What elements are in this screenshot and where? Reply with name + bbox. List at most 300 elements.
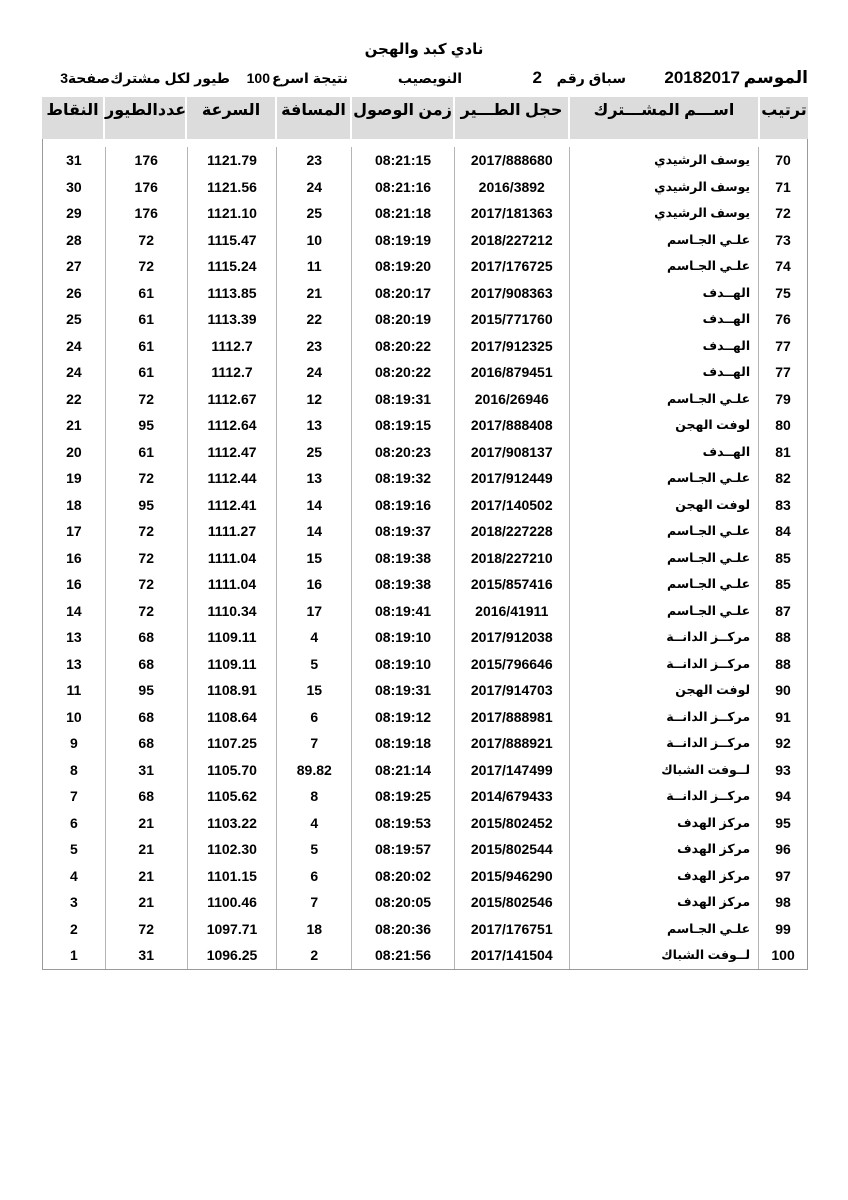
bird-count-cell: 21 <box>106 836 188 863</box>
table-row <box>43 386 807 413</box>
rank-cell: 77 <box>775 337 791 354</box>
table-row <box>43 704 807 731</box>
speed-cell: 1121.56 <box>188 174 278 201</box>
ring-cell: 2018/227210 <box>455 545 570 572</box>
speed-cell: 1112.67 <box>188 386 278 413</box>
col-bird-count: عددالطيور <box>105 97 187 139</box>
points-cell: 29 <box>43 200 106 227</box>
points-cell: 7 <box>43 783 106 810</box>
arrival-time-cell: 08:19:10 <box>352 624 455 651</box>
points-cell: 2 <box>43 916 106 943</box>
arrival-time-cell: 08:19:10 <box>352 651 455 678</box>
member-name-cell: مركــز الدانــة <box>570 651 760 678</box>
member-name-cell: يوسف الرشيدي <box>570 174 760 201</box>
table-row <box>43 280 807 307</box>
speed-cell: 1113.39 <box>188 306 278 333</box>
member-name-cell: مركز الهدف <box>570 863 760 890</box>
arrival-time-cell: 08:19:31 <box>352 386 455 413</box>
bird-count-cell: 72 <box>106 253 188 280</box>
arrival-time-cell: 08:20:36 <box>352 916 455 943</box>
ring-cell: 2015/771760 <box>455 306 570 333</box>
season-value: 20182017 <box>664 68 740 87</box>
ring-cell: 2015/802544 <box>455 836 570 863</box>
bird-count-cell: 72 <box>106 518 188 545</box>
rank-cell: 83 <box>775 496 791 513</box>
points-cell: 27 <box>43 253 106 280</box>
member-name-cell: الهــدف <box>570 439 760 466</box>
distance-cell: 25 <box>277 439 352 466</box>
distance-cell: 24 <box>277 174 352 201</box>
speed-cell: 1112.41 <box>188 492 278 519</box>
result-label: نتيجة اسرع <box>272 70 348 86</box>
member-name-cell: علـي الجـاسم <box>570 598 760 625</box>
bird-count-cell: 72 <box>106 386 188 413</box>
member-name-cell: مركز الهدف <box>570 810 760 837</box>
points-cell: 8 <box>43 757 106 784</box>
speed-cell: 1101.15 <box>188 863 278 890</box>
ring-cell: 2017/912038 <box>455 624 570 651</box>
speed-cell: 1110.34 <box>188 598 278 625</box>
member-name-cell: الهــدف <box>570 333 760 360</box>
bird-count-cell: 21 <box>106 889 188 916</box>
arrival-time-cell: 08:20:02 <box>352 863 455 890</box>
bird-count-cell: 95 <box>106 677 188 704</box>
ring-cell: 2017/140502 <box>455 492 570 519</box>
bird-count-cell: 176 <box>106 147 188 174</box>
speed-cell: 1102.30 <box>188 836 278 863</box>
page-number: 3 <box>60 70 68 86</box>
speed-cell: 1121.10 <box>188 200 278 227</box>
member-name-cell: لوفت الهجن <box>570 677 760 704</box>
arrival-time-cell: 08:21:15 <box>352 147 455 174</box>
rank-cell: 88 <box>775 655 791 672</box>
speed-cell: 1111.04 <box>188 571 278 598</box>
speed-cell: 1096.25 <box>188 942 278 969</box>
ring-cell: 2016/41911 <box>455 598 570 625</box>
points-cell: 24 <box>43 359 106 386</box>
table-row <box>43 810 807 837</box>
member-name-cell: علـي الجـاسم <box>570 386 760 413</box>
points-cell: 16 <box>43 545 106 572</box>
member-name-cell: الهــدف <box>570 306 760 333</box>
rank-cell: 75 <box>775 284 791 301</box>
table-header <box>42 97 808 139</box>
race-label: سباق رقم <box>556 70 626 86</box>
points-cell: 4 <box>43 863 106 890</box>
points-cell: 24 <box>43 333 106 360</box>
speed-cell: 1105.70 <box>188 757 278 784</box>
season-label: الموسم <box>743 68 808 87</box>
table-row <box>43 730 807 757</box>
distance-cell: 10 <box>277 227 352 254</box>
member-name-cell: علـي الجـاسم <box>570 253 760 280</box>
points-cell: 16 <box>43 571 106 598</box>
bird-count-cell: 72 <box>106 545 188 572</box>
ring-cell: 2015/802546 <box>455 889 570 916</box>
col-rank: ترتيب <box>760 97 808 139</box>
speed-cell: 1111.27 <box>188 518 278 545</box>
distance-cell: 89.82 <box>277 757 352 784</box>
speed-cell: 1103.22 <box>188 810 278 837</box>
table-row <box>43 333 807 360</box>
distance-cell: 21 <box>277 280 352 307</box>
ring-cell: 2018/227212 <box>455 227 570 254</box>
arrival-time-cell: 08:21:56 <box>352 942 455 969</box>
rank-cell: 72 <box>775 205 791 221</box>
ring-cell: 2015/857416 <box>455 571 570 598</box>
ring-cell: 2017/908363 <box>455 280 570 307</box>
table-row <box>43 571 807 598</box>
table-row <box>43 863 807 890</box>
arrival-time-cell: 08:19:15 <box>352 412 455 439</box>
member-name-cell: يوسف الرشيدي <box>570 200 760 227</box>
points-cell: 10 <box>43 704 106 731</box>
bird-count-cell: 72 <box>106 598 188 625</box>
distance-cell: 7 <box>277 730 352 757</box>
ring-cell: 2015/946290 <box>455 863 570 890</box>
arrival-time-cell: 08:19:31 <box>352 677 455 704</box>
distance-cell: 15 <box>277 545 352 572</box>
bird-count-cell: 68 <box>106 730 188 757</box>
distance-cell: 6 <box>277 863 352 890</box>
table-row <box>43 227 807 254</box>
distance-cell: 11 <box>277 253 352 280</box>
speed-cell: 1108.91 <box>188 677 278 704</box>
points-cell: 13 <box>43 651 106 678</box>
arrival-time-cell: 08:19:37 <box>352 518 455 545</box>
race-name: النويصيب <box>397 70 462 86</box>
ring-cell: 2016/26946 <box>455 386 570 413</box>
ring-cell: 2017/912449 <box>455 465 570 492</box>
arrival-time-cell: 08:19:53 <box>352 810 455 837</box>
per-member-label: طيور لكل مشترك <box>110 70 230 86</box>
member-name-cell: لــوفت الشباك <box>570 757 760 784</box>
points-cell: 9 <box>43 730 106 757</box>
points-cell: 6 <box>43 810 106 837</box>
table-row <box>43 757 807 784</box>
bird-count-cell: 72 <box>106 227 188 254</box>
speed-cell: 1107.25 <box>188 730 278 757</box>
distance-cell: 12 <box>277 386 352 413</box>
arrival-time-cell: 08:19:20 <box>352 253 455 280</box>
ring-cell: 2017/141504 <box>455 942 570 969</box>
arrival-time-cell: 08:19:57 <box>352 836 455 863</box>
bird-count-cell: 61 <box>106 280 188 307</box>
table-row <box>43 889 807 916</box>
speed-cell: 1100.46 <box>188 889 278 916</box>
arrival-time-cell: 08:19:41 <box>352 598 455 625</box>
rank-cell: 87 <box>775 602 791 619</box>
rank-cell: 77 <box>775 364 791 380</box>
points-cell: 31 <box>43 147 106 174</box>
member-name-cell: مركــز الدانــة <box>570 624 760 651</box>
member-name-cell: مركــز الدانــة <box>570 730 760 757</box>
distance-cell: 4 <box>277 810 352 837</box>
table-row <box>43 147 807 174</box>
table-row <box>43 359 807 386</box>
arrival-time-cell: 08:19:38 <box>352 571 455 598</box>
rank-cell: 81 <box>775 443 791 460</box>
table-row <box>43 439 807 466</box>
arrival-time-cell: 08:19:18 <box>352 730 455 757</box>
speed-cell: 1105.62 <box>188 783 278 810</box>
ring-cell: 2017/176751 <box>455 916 570 943</box>
arrival-time-cell: 08:20:22 <box>352 333 455 360</box>
bird-count-cell: 95 <box>106 492 188 519</box>
distance-cell: 15 <box>277 677 352 704</box>
speed-cell: 1112.44 <box>188 465 278 492</box>
ring-cell: 2017/147499 <box>455 757 570 784</box>
col-member-name: اســـم المشـــترك <box>570 97 760 139</box>
points-cell: 30 <box>43 174 106 201</box>
distance-cell: 18 <box>277 916 352 943</box>
col-ring: حجل الطـــير <box>455 97 570 139</box>
rank-cell: 92 <box>775 735 791 751</box>
points-cell: 13 <box>43 624 106 651</box>
speed-cell: 1112.7 <box>188 333 278 360</box>
bird-count-cell: 31 <box>106 942 188 969</box>
ring-cell: 2017/908137 <box>455 439 570 466</box>
table-row <box>43 200 807 227</box>
rank-cell: 91 <box>775 708 791 725</box>
rank-cell: 99 <box>775 920 791 937</box>
page-label: صفحة <box>67 70 110 86</box>
points-cell: 14 <box>43 598 106 625</box>
rank-cell: 70 <box>775 152 791 168</box>
speed-cell: 1113.85 <box>188 280 278 307</box>
member-name-cell: علـي الجـاسم <box>570 518 760 545</box>
speed-cell: 1115.47 <box>188 227 278 254</box>
result-count: 100 <box>246 70 270 86</box>
arrival-time-cell: 08:20:05 <box>352 889 455 916</box>
points-cell: 22 <box>43 386 106 413</box>
table-row <box>43 651 807 678</box>
rank-cell: 73 <box>775 231 791 248</box>
member-name-cell: علـي الجـاسم <box>570 545 760 572</box>
member-name-cell: يوسف الرشيدي <box>570 147 760 174</box>
distance-cell: 25 <box>277 200 352 227</box>
table-row <box>43 624 807 651</box>
points-cell: 17 <box>43 518 106 545</box>
speed-cell: 1111.04 <box>188 545 278 572</box>
speed-cell: 1109.11 <box>188 651 278 678</box>
arrival-time-cell: 08:20:19 <box>352 306 455 333</box>
bird-count-cell: 61 <box>106 333 188 360</box>
bird-count-cell: 21 <box>106 863 188 890</box>
rank-cell: 94 <box>775 788 791 804</box>
rank-cell: 97 <box>775 867 791 884</box>
table-row <box>43 916 807 943</box>
arrival-time-cell: 08:21:16 <box>352 174 455 201</box>
points-cell: 25 <box>43 306 106 333</box>
bird-count-cell: 68 <box>106 624 188 651</box>
table-row <box>43 492 807 519</box>
speed-cell: 1112.7 <box>188 359 278 386</box>
distance-cell: 24 <box>277 359 352 386</box>
speed-cell: 1112.64 <box>188 412 278 439</box>
rank-cell: 79 <box>775 390 791 407</box>
points-cell: 19 <box>43 465 106 492</box>
arrival-time-cell: 08:21:14 <box>352 757 455 784</box>
table-row <box>43 174 807 201</box>
arrival-time-cell: 08:19:25 <box>352 783 455 810</box>
table-row <box>43 783 807 810</box>
member-name-cell: مركز الهدف <box>570 836 760 863</box>
rank-cell: 100 <box>771 947 795 963</box>
distance-cell: 13 <box>277 465 352 492</box>
table-row <box>43 518 807 545</box>
bird-count-cell: 61 <box>106 306 188 333</box>
race-number: 2 <box>532 68 542 87</box>
distance-cell: 23 <box>277 147 352 174</box>
speed-cell: 1112.47 <box>188 439 278 466</box>
rank-cell: 71 <box>775 178 791 195</box>
ring-cell: 2016/3892 <box>455 174 570 201</box>
distance-cell: 8 <box>277 783 352 810</box>
rank-cell: 84 <box>775 523 791 539</box>
rank-cell: 98 <box>775 894 791 910</box>
bird-count-cell: 61 <box>106 359 188 386</box>
ring-cell: 2017/914703 <box>455 677 570 704</box>
ring-cell: 2017/176725 <box>455 253 570 280</box>
member-name-cell: الهــدف <box>570 280 760 307</box>
points-cell: 18 <box>43 492 106 519</box>
distance-cell: 2 <box>277 942 352 969</box>
bird-count-cell: 68 <box>106 783 188 810</box>
rank-cell: 93 <box>775 761 791 778</box>
ring-cell: 2017/888408 <box>455 412 570 439</box>
rank-cell: 82 <box>775 470 791 486</box>
points-cell: 11 <box>43 677 106 704</box>
rank-cell: 85 <box>775 576 791 592</box>
distance-cell: 14 <box>277 492 352 519</box>
race-info-line <box>50 70 808 92</box>
ring-cell: 2014/679433 <box>455 783 570 810</box>
distance-cell: 5 <box>277 651 352 678</box>
points-cell: 1 <box>43 942 106 969</box>
member-name-cell: علـي الجـاسم <box>570 571 760 598</box>
distance-cell: 13 <box>277 412 352 439</box>
ring-cell: 2017/888981 <box>455 704 570 731</box>
ring-cell: 2017/888680 <box>455 147 570 174</box>
table-row <box>43 677 807 704</box>
arrival-time-cell: 08:19:12 <box>352 704 455 731</box>
arrival-time-cell: 08:20:23 <box>352 439 455 466</box>
col-points: النقاط <box>42 97 105 139</box>
ring-cell: 2018/227228 <box>455 518 570 545</box>
distance-cell: 16 <box>277 571 352 598</box>
member-name-cell: لــوفت الشباك <box>570 942 760 969</box>
bird-count-cell: 31 <box>106 757 188 784</box>
col-speed: السرعة <box>187 97 277 139</box>
points-cell: 5 <box>43 836 106 863</box>
arrival-time-cell: 08:20:17 <box>352 280 455 307</box>
rank-cell: 76 <box>775 311 791 327</box>
speed-cell: 1108.64 <box>188 704 278 731</box>
bird-count-cell: 176 <box>106 174 188 201</box>
arrival-time-cell: 08:19:19 <box>352 227 455 254</box>
rank-cell: 88 <box>775 629 791 645</box>
ring-cell: 2017/912325 <box>455 333 570 360</box>
table-row <box>43 836 807 863</box>
member-name-cell: علـي الجـاسم <box>570 227 760 254</box>
points-cell: 20 <box>43 439 106 466</box>
distance-cell: 5 <box>277 836 352 863</box>
arrival-time-cell: 08:21:18 <box>352 200 455 227</box>
ring-cell: 2016/879451 <box>455 359 570 386</box>
member-name-cell: مركــز الدانــة <box>570 783 760 810</box>
bird-count-cell: 61 <box>106 439 188 466</box>
speed-cell: 1121.79 <box>188 147 278 174</box>
member-name-cell: لوفت الهجن <box>570 412 760 439</box>
col-distance: المسافة <box>277 97 352 139</box>
arrival-time-cell: 08:19:16 <box>352 492 455 519</box>
member-name-cell: مركز الهدف <box>570 889 760 916</box>
bird-count-cell: 72 <box>106 571 188 598</box>
member-name-cell: مركــز الدانــة <box>570 704 760 731</box>
ring-cell: 2015/796646 <box>455 651 570 678</box>
bird-count-cell: 68 <box>106 651 188 678</box>
member-name-cell: علـي الجـاسم <box>570 916 760 943</box>
ring-cell: 2017/181363 <box>455 200 570 227</box>
points-cell: 3 <box>43 889 106 916</box>
ring-cell: 2017/888921 <box>455 730 570 757</box>
table-row <box>43 545 807 572</box>
distance-cell: 17 <box>277 598 352 625</box>
arrival-time-cell: 08:19:38 <box>352 545 455 572</box>
bird-count-cell: 21 <box>106 810 188 837</box>
page-title: نادي كبد والهجن <box>364 41 484 58</box>
col-arrival-time: زمن الوصول <box>352 97 455 139</box>
member-name-cell: الهــدف <box>570 359 760 386</box>
table-row <box>43 465 807 492</box>
rank-cell: 96 <box>775 841 791 857</box>
speed-cell: 1097.71 <box>188 916 278 943</box>
rank-cell: 90 <box>775 682 791 698</box>
distance-cell: 22 <box>277 306 352 333</box>
bird-count-cell: 176 <box>106 200 188 227</box>
bird-count-cell: 72 <box>106 916 188 943</box>
rank-cell: 85 <box>775 549 791 566</box>
rank-cell: 74 <box>775 258 791 274</box>
points-cell: 28 <box>43 227 106 254</box>
table-row <box>43 412 807 439</box>
points-cell: 21 <box>43 412 106 439</box>
table-row <box>43 306 807 333</box>
speed-cell: 1109.11 <box>188 624 278 651</box>
speed-cell: 1115.24 <box>188 253 278 280</box>
table-row <box>43 253 807 280</box>
ring-cell: 2015/802452 <box>455 810 570 837</box>
arrival-time-cell: 08:20:22 <box>352 359 455 386</box>
distance-cell: 23 <box>277 333 352 360</box>
table-row <box>43 942 807 969</box>
table-body <box>42 139 808 970</box>
distance-cell: 4 <box>277 624 352 651</box>
rank-cell: 95 <box>775 814 791 831</box>
table-row <box>43 598 807 625</box>
bird-count-cell: 95 <box>106 412 188 439</box>
distance-cell: 6 <box>277 704 352 731</box>
distance-cell: 7 <box>277 889 352 916</box>
rank-cell: 80 <box>775 417 791 433</box>
member-name-cell: علـي الجـاسم <box>570 465 760 492</box>
bird-count-cell: 72 <box>106 465 188 492</box>
arrival-time-cell: 08:19:32 <box>352 465 455 492</box>
bird-count-cell: 68 <box>106 704 188 731</box>
distance-cell: 14 <box>277 518 352 545</box>
points-cell: 26 <box>43 280 106 307</box>
